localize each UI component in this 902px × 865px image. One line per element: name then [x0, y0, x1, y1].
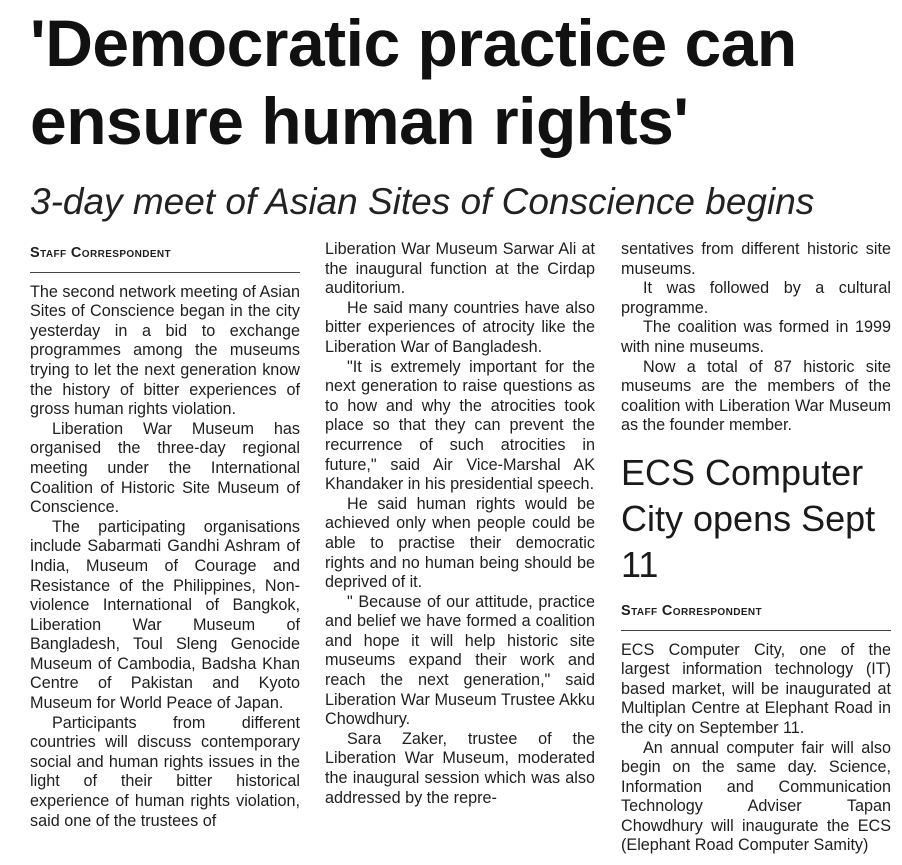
paragraph: Now a total of 87 historic site museums are the members of the coalition with Liberation War Museum as the founder member.: [621, 357, 891, 435]
paragraph: " Because of our attitude, practice and belief we have formed a coalition and hope it will help historic site museums expand their work and reach the next generation," said Liberation War Museum Trustee Akku Chowdhury.: [325, 592, 595, 729]
paragraph: The participating organisations include Sabarmati Gandhi Ashram of India, Museum of Courage and Resistance of the Philippines, Non-violence International of Bangkok, Liberation War Museum of Bangladesh, Toul Sleng Genocide Museum of Cambodia, Badsha Khan Centre of Pakistan and Kyoto Museum for World Peace of Japan.: [30, 517, 300, 713]
side-story-byline: Staff Correspondent: [621, 598, 891, 631]
paragraph: He said many countries have also bitter experiences of atrocity like the Liberation War of Bangladesh.: [325, 298, 595, 356]
paragraph: Participants from different countries will discuss contemporary social and human rights issues in the light of their bitter historical experience of human rights violation, said one of the trustees of: [30, 713, 300, 830]
paragraph: It was followed by a cultural programme.: [621, 279, 891, 317]
paragraph: ECS Computer City, one of the largest information technology (IT) based market, will be inaugurated at Multiplan Centre at Elephant Road in the city on September 11.: [621, 640, 891, 737]
article-column-2: [325, 240, 595, 808]
subheadline: 3-day meet of Asian Sites of Conscience begins: [30, 181, 815, 222]
paragraph: An annual computer fair will also begin on the same day. Science, Information and Communication Technology Adviser Tapan Chowdhury will inaugurate the ECS (Elephant Road Computer Samity): [621, 738, 891, 855]
headline: 'Democratic practice can ensure human rights': [30, 6, 797, 158]
article-column-3: [621, 240, 891, 856]
paragraph: Liberation War Museum Sarwar Ali at the inaugural function at the Cirdap auditorium.: [325, 240, 595, 298]
article-column-1: [30, 240, 300, 831]
paragraph: "It is extremely important for the next generation to raise questions as to how and why the atrocities took place so that they can prevent the recurrence of such atrocities in future," said Air Vice-Marshal AK Khandaker in his presidential speech.: [325, 357, 595, 494]
paragraph: Sara Zaker, trustee of the Liberation War Museum, moderated the inaugural session which was also addressed by the repre-: [325, 729, 595, 807]
paragraph: sentatives from different historic site museums.: [621, 240, 891, 278]
paragraph: The second network meeting of Asian Sites of Conscience began in the city yesterday in a bid to exchange programmes among the museums trying to let the next generation know the history of bitter experiences of gross human rights violation.: [30, 282, 300, 419]
paragraph: Liberation War Museum has organised the three-day regional meeting under the International Coalition of Historic Site Museum of Conscience.: [30, 419, 300, 517]
byline: Staff Correspondent: [30, 240, 300, 273]
paragraph: The coalition was formed in 1999 with nine museums.: [621, 318, 891, 356]
side-story-headline: ECS Computer City opens Sept 11: [621, 451, 876, 585]
paragraph: He said human rights would be achieved only when people could be able to practise their democratic rights and no human being should be deprived of it.: [325, 494, 595, 592]
